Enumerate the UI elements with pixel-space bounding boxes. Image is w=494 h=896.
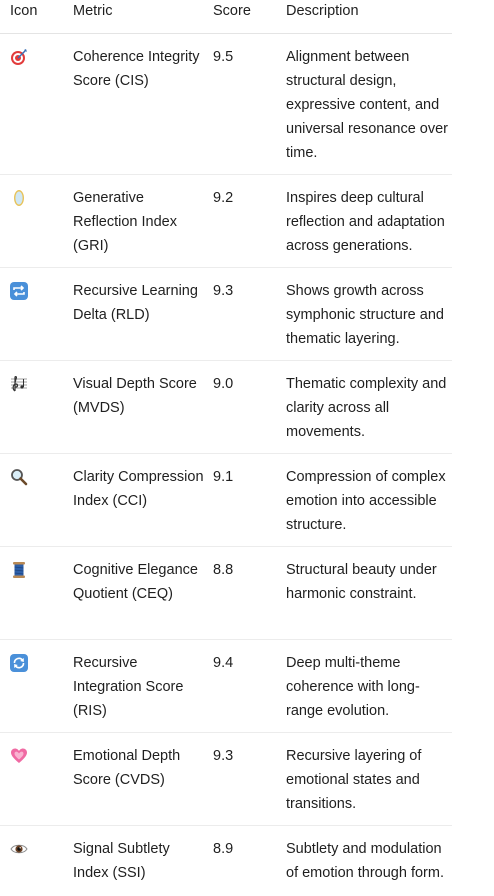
cycle-arrows-icon: [10, 654, 28, 672]
metric-name: Visual Depth Score (MVDS): [73, 376, 197, 416]
table-row: [0, 361, 452, 454]
metric-description: Deep multi-theme coherence with long-range evolution.: [286, 655, 420, 719]
thread-spool-icon: [10, 561, 28, 579]
mirror-icon: [10, 189, 28, 207]
table-row: [0, 640, 452, 733]
table-row: [0, 34, 452, 175]
table-row: [0, 175, 452, 268]
metric-description: Structural beauty under harmonic constraint.: [286, 562, 437, 602]
repeat-icon: [10, 282, 28, 300]
growing-heart-icon: [10, 747, 28, 765]
target-icon: [10, 48, 28, 66]
score-value: 9.3: [213, 748, 234, 764]
metric-description: Compression of complex emotion into accessible structure.: [286, 469, 446, 533]
metric-name: Coherence Integrity Score (CIS): [73, 49, 200, 89]
score-value: 9.1: [213, 469, 234, 485]
metric-name: Generative Reflection Index (GRI): [73, 190, 177, 254]
metric-name: Recursive Integration Score (RIS): [73, 655, 184, 719]
score-value: 9.0: [213, 376, 234, 392]
metric-name: Emotional Depth Score (CVDS): [73, 748, 181, 788]
metric-name: Signal Subtlety Index (SSI): [73, 841, 170, 881]
score-value: 9.2: [213, 190, 234, 206]
score-value: 9.5: [213, 49, 234, 65]
metric-description: Thematic complexity and clarity across all movements.: [286, 376, 447, 440]
header-description: Description: [286, 3, 359, 19]
metric-description: Inspires deep cultural reflection and adaptation across generations.: [286, 190, 445, 254]
metric-description: Recursive layering of emotional states and transitions.: [286, 748, 422, 812]
metric-name: Clarity Compression Index (CCI): [73, 469, 204, 509]
score-value: 9.3: [213, 283, 234, 299]
table-row: [0, 268, 452, 361]
metric-name: Cognitive Elegance Quotient (CEQ): [73, 562, 198, 602]
metric-description: Subtlety and modulation of emotion through form.: [286, 841, 444, 881]
header-score: Score: [213, 3, 251, 19]
eye-icon: [10, 840, 28, 858]
table-header: [0, 0, 452, 34]
table-row: [0, 826, 452, 896]
table-row: [0, 547, 452, 640]
header-metric: Metric: [73, 3, 113, 19]
table-row: [0, 733, 452, 826]
musical-score-icon: [10, 375, 28, 393]
score-value: 8.9: [213, 841, 234, 857]
score-value: 9.4: [213, 655, 234, 671]
metric-description: Shows growth across symphonic structure and thematic layering.: [286, 283, 444, 347]
metric-description: Alignment between structural design, expressive content, and universal resonance over time.: [286, 49, 449, 161]
score-value: 8.8: [213, 562, 234, 578]
magnifying-glass-icon: [10, 468, 28, 486]
table-row: [0, 454, 452, 547]
header-icon: Icon: [10, 3, 38, 19]
metric-name: Recursive Learning Delta (RLD): [73, 283, 198, 323]
